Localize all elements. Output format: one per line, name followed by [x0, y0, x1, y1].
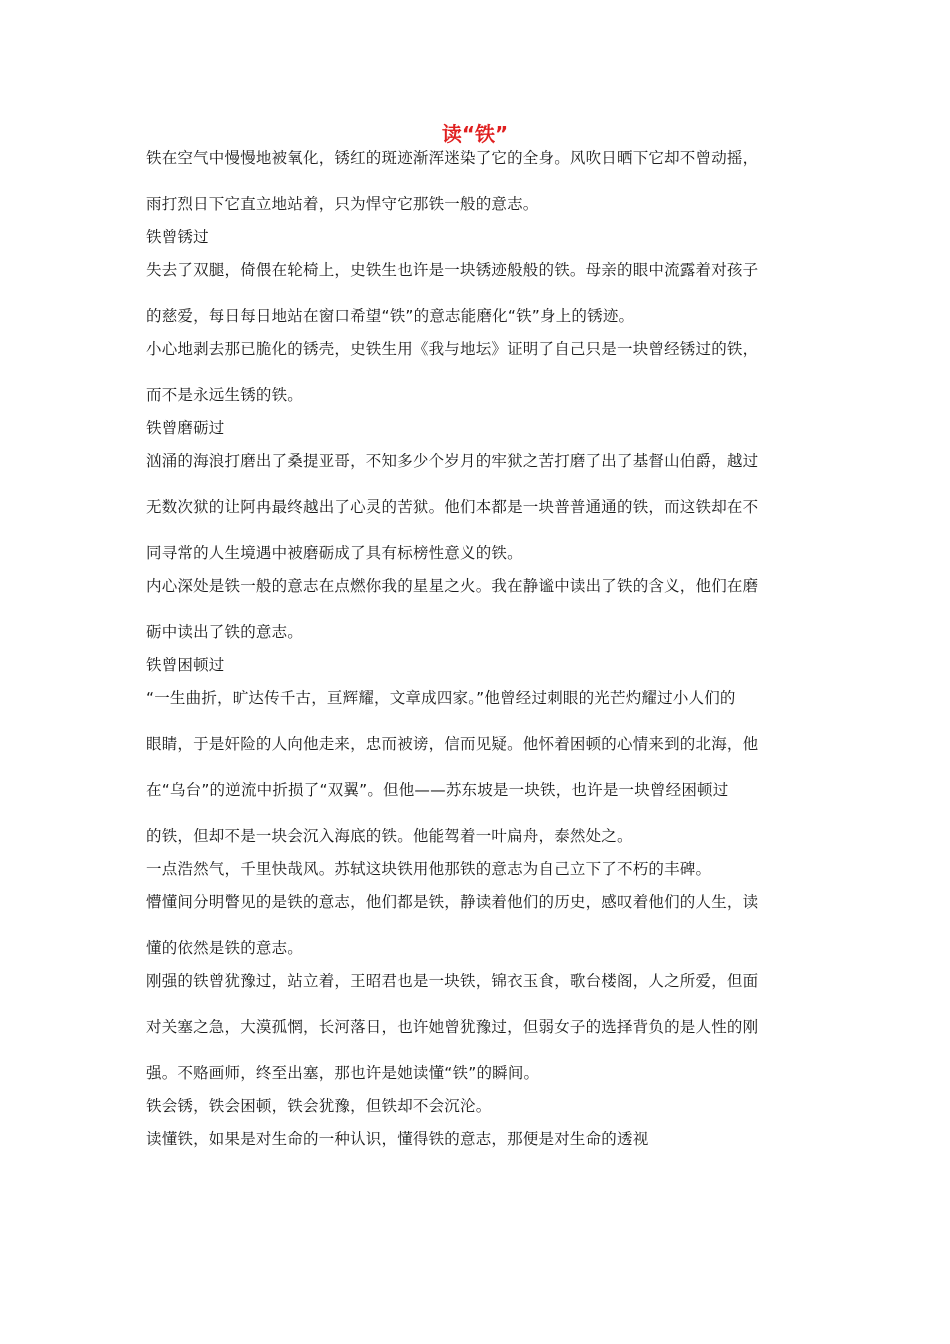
- text-line: 砺中读出了铁的意志。: [146, 623, 304, 641]
- document-body: [146, 147, 810, 1161]
- text-line: “一生曲折，旷达传千古，亘辉耀，文章成四家。”他曾经过刺眼的光芒灼耀过小人们的: [146, 689, 736, 707]
- section-heading: 铁曾困顿过: [146, 656, 225, 674]
- text-line: 在“乌台”的逆流中折损了“双翼”。但他——苏东坡是一块铁，也许是一块曾经困顿过: [146, 781, 729, 799]
- section-heading: 铁曾锈过: [146, 228, 209, 246]
- text-line: 内心深处是铁一般的意志在点燃你我的星星之火。我在静谧中读出了铁的含义，他们在磨: [146, 577, 759, 595]
- text-line: 铁会锈，铁会困顿，铁会犹豫，但铁却不会沉沦。: [146, 1097, 492, 1115]
- section-heading: 铁曾磨砺过: [146, 419, 225, 437]
- text-line: 的慈爱，每日每日地站在窗口希望“铁”的意志能磨化“铁”身上的锈迹。: [146, 307, 635, 325]
- text-line: 懵懂间分明瞥见的是铁的意志，他们都是铁，静读着他们的历史，感叹着他们的人生，读: [146, 893, 759, 911]
- text-line: 同寻常的人生境遇中被磨砺成了具有标榜性意义的铁。: [146, 544, 523, 562]
- text-line: 汹涌的海浪打磨出了桑提亚哥，不知多少个岁月的牢狱之苦打磨了出了基督山伯爵，越过: [146, 452, 759, 470]
- text-line: 小心地剥去那已脆化的锈壳，史铁生用《我与地坛》证明了自己只是一块曾经锈过的铁，: [146, 340, 759, 358]
- text-line: 读懂铁，如果是对生命的一种认识，懂得铁的意志，那便是对生命的透视: [146, 1130, 649, 1148]
- text-line: 无数次狱的让阿冉最终越出了心灵的苦狱。他们本都是一块普普通通的铁，而这铁却在不: [146, 498, 759, 516]
- text-line: 懂的依然是铁的意志。: [146, 939, 304, 957]
- text-line: 刚强的铁曾犹豫过，站立着，王昭君也是一块铁，锦衣玉食，歌台楼阁，人之所爱，但面: [146, 972, 759, 990]
- text-line: 铁在空气中慢慢地被氧化，锈红的斑迹渐浑迷染了它的全身。风吹日晒下它却不曾动摇，: [146, 149, 759, 167]
- document-title: 读“铁”: [441, 122, 509, 146]
- text-line: 一点浩然气，千里快哉风。苏轼这块铁用他那铁的意志为自己立下了不朽的丰碑。: [146, 860, 712, 878]
- text-line: 眼睛，于是奸险的人向他走来，忠而被谤，信而见疑。他怀着困顿的心情来到的北海，他: [146, 735, 759, 753]
- text-line: 强。不赂画师，终至出塞，那也许是她读懂“铁”的瞬间。: [146, 1064, 540, 1082]
- text-line: 失去了双腿，倚偎在轮椅上，史铁生也许是一块锈迹般般的铁。母亲的眼中流露着对孩子: [146, 261, 759, 279]
- text-line: 雨打烈日下它直立地站着，只为悍守它那铁一般的意志。: [146, 195, 539, 213]
- text-line: 的铁，但却不是一块会沉入海底的铁。他能驾着一叶扁舟，泰然处之。: [146, 827, 633, 845]
- text-line: 而不是永远生锈的铁。: [146, 386, 304, 404]
- text-line: 对关塞之急，大漠孤惘，长河落日，也许她曾犹豫过，但弱女子的选择背负的是人性的刚: [146, 1018, 759, 1036]
